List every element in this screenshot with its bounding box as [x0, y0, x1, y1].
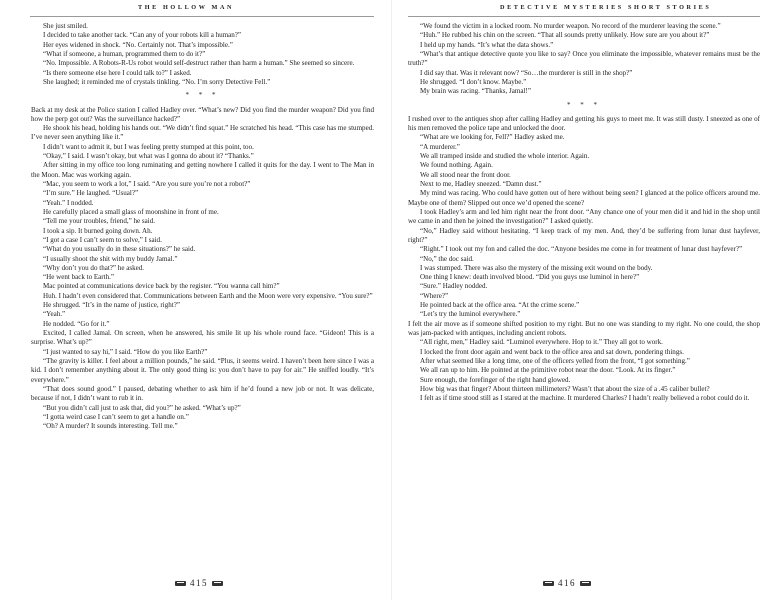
paragraph: “Right.” I took out my fon and called the doc. “Anyone besides me come in for treatment of lunar dust hayfever?”	[420, 245, 743, 254]
paragraph: We all tramped inside and studied the whole interior. Again.	[420, 152, 590, 161]
page-number: 415	[190, 578, 208, 588]
paragraph: We all stood near the front door.	[420, 170, 511, 179]
paragraph: Her eyes widened in shock. “No. Certainly not. That’s impossible.”	[43, 40, 233, 49]
paragraph: “He went back to Earth.”	[43, 273, 115, 282]
paragraph: Excited, I called Jamal. On screen, when he answered, his smile lit up his whole round face. “Gideon! This is a surprise. What’s up?”	[31, 329, 374, 347]
page-text	[408, 22, 760, 404]
paragraph: I held up my hands. “It’s what the data shows.”	[420, 40, 554, 49]
paragraph: “Huh.” He rubbed his chin on the screen. “That all sounds pretty unlikely. How sure are you about it?”	[420, 31, 710, 40]
paragraph: “Yeah.” I nodded.	[43, 198, 94, 207]
paragraph: I felt the air move as if someone shifted position to my right. But no one was standing to my right. No one could, the shop was jam-packed with antiques, including ancient robots.	[408, 319, 760, 337]
paragraph: My brain was racing. “Thanks, Jamal!”	[420, 87, 531, 96]
paragraph: She just smiled.	[43, 22, 88, 30]
paragraph: I did say that. Was it relevant now? “So…the murderer is still in the shop?”	[420, 68, 633, 77]
paragraph: “What are we looking for, Fell?” Hadley asked me.	[420, 133, 565, 142]
paragraph: “I just wanted to say hi,” I said. “How do you like Earth?”	[43, 347, 208, 356]
paragraph: “What’s that antique detective quote you like to say? Once you eliminate the impossible, whatever remains must be the truth?”	[408, 49, 760, 68]
section-separator: * * *	[185, 91, 220, 100]
paragraph: Huh. I hadn’t even considered that. Communications between Earth and the Moon were very expensive. “You sure?”	[43, 291, 373, 300]
paragraph: “That does sound good.” I paused, debating whether to ask him if he’d found a new job or not. It was delicate, because if not, I didn’t want to rub it in.	[31, 384, 374, 403]
paragraph: She laughed; it reminded me of crystals tinkling. “No. I’m sorry Detective Fell.”	[43, 77, 271, 86]
paragraph: I decided to take another tack. “Can any of your robots kill a human?”	[43, 31, 242, 40]
paragraph: One thing I knew: death involved blood. “Did you guys use luminol in here?”	[420, 273, 640, 282]
paragraph: “The gravity is killer. I feel about a million pounds,” he said. “Plus, it seems weird. I haven’t been here since I was a kid. I don’t remember anything about it. The only good thing is: you don’t have to pay for air.” He sniffed loudly. “It’s everywhere.”	[31, 356, 374, 384]
header-rule	[408, 16, 760, 17]
paragraph: “Let’s try the luminol everywhere.”	[420, 310, 521, 319]
paragraph: “Okay,” I said. I wasn’t okay, but what was I gonna do about it? “Thanks.”	[43, 152, 254, 161]
paragraph: “I’m sure.” He laughed. “Usual?”	[43, 189, 139, 198]
paragraph: He shrugged. “It’s in the name of justice, right?”	[43, 301, 180, 310]
paragraph: I took a sip. It burned going down. Ah.	[43, 226, 153, 235]
page-text	[31, 22, 374, 431]
paragraph: After sitting in my office too long ruminating and getting nowhere I called it quits for the day. I went to The Man in the Moon. Mac was working again.	[31, 161, 374, 179]
page-number: 416	[558, 578, 576, 588]
paragraph: “What if someone, a human, programmed them to do it?”	[43, 49, 206, 58]
paragraph: I took Hadley’s arm and led him right near the front door. “Any chance one of your men did it and hid in the shop until we came in and then he joined the investigation?” I asked quietly.	[408, 207, 760, 226]
paragraph: “Sure.” Hadley nodded.	[420, 282, 488, 291]
paragraph: Back at my desk at the Police station I called Hadley over. “What’s new? Did you find the murder weapon? Did you find how the perp got out? Was the surveillance hacked?”	[31, 105, 374, 123]
paragraph: I rushed over to the antiques shop after calling Hadley and getting his guys to meet me. It was still dusty. I sneezed as one of his men removed the police tape and unlocked the door.	[408, 114, 760, 133]
paragraph: After what seemed like a long time, one of the officers yelled from the front, “I got something.”	[420, 356, 690, 365]
paragraph: I was stumped. There was also the mystery of the missing exit wound on the body.	[420, 263, 653, 272]
paragraph: He shrugged. “I don’t know. Maybe.”	[420, 77, 527, 86]
paragraph: He shook his head, holding his hands out. “We didn’t find squat.” He scratched his head. “This case has me stumped. I’ve never seen anything like it.”	[31, 124, 374, 142]
paragraph: “Yeah.”	[43, 310, 66, 319]
paragraph: “But you didn’t call just to ask that, did you?” he asked. “What’s up?”	[43, 403, 241, 412]
paragraph: “What do you usually do in these situations?” he said.	[43, 245, 196, 254]
running-header	[0, 4, 392, 20]
ornament-left-icon	[175, 581, 186, 586]
paragraph: “Oh? A murder? It sounds interesting. Tell me.”	[43, 422, 178, 431]
running-header-title: DETECTIVE MYSTERIES SHORT STORIES	[500, 4, 712, 11]
paragraph: “No,” the doc said.	[420, 254, 474, 263]
ornament-right-icon	[580, 581, 591, 586]
section-separator: * * *	[567, 100, 601, 109]
paragraph: My mind was racing. Who could have gotten out of here without being seen? I glanced at the police officers around me. Maybe one of them? Slipped out once we’d opened the scene?	[408, 189, 760, 207]
paragraph: “Why don’t you do that?” he asked.	[43, 263, 145, 272]
paragraph: I felt as if time stood still as I stared at the machine. It murdered Charles? I hadn’t really believed a robot could do it.	[420, 394, 750, 403]
paragraph: “Is there someone else here I could talk to?” I asked.	[43, 68, 192, 77]
paragraph: He nodded. “Go for it.”	[43, 319, 110, 328]
paragraph: Sure enough, the forefinger of the right hand glowed.	[420, 375, 571, 384]
header-rule	[30, 16, 374, 17]
paragraph: “No. Impossible. A Robots-R-Us robot would self-destruct rather than harm a human.” She seemed so sincere.	[43, 59, 355, 68]
paragraph: I locked the front door again and went back to the office area and sat down, pondering things.	[420, 347, 684, 356]
ornament-right-icon	[212, 581, 223, 586]
paragraph: He carefully placed a small glass of moonshine in front of me.	[43, 207, 219, 216]
paragraph: We found nothing. Again.	[420, 161, 493, 170]
paragraph: I didn’t want to admit it, but I was feeling pretty stumped at this point, too.	[43, 142, 254, 151]
right-page	[392, 0, 784, 600]
paragraph: “A murderer.”	[420, 142, 460, 151]
paragraph: He pointed back at the office area. “At the crime scene.”	[420, 301, 580, 310]
paragraph: “I gotta weird case I can’t seem to get a handle on.”	[43, 412, 189, 421]
paragraph: “I usually shoot the shit with my buddy Jamal.”	[43, 254, 178, 263]
paragraph: “Where?”	[420, 291, 449, 300]
paragraph: “We found the victim in a locked room. No murder weapon. No record of the murderer leaving the scene.”	[420, 22, 721, 30]
page-footer	[543, 578, 591, 588]
page-footer	[175, 578, 223, 588]
paragraph: We all ran up to him. He pointed at the primitive robot near the door. “Look. At its finger.”	[420, 366, 676, 375]
running-header-title: THE HOLLOW MAN	[138, 4, 235, 11]
paragraph: “Mac, you seem to work a lot,” I said. “Are you sure you’re not a robot?”	[43, 180, 251, 188]
paragraph: “Tell me your troubles, friend,” he said.	[43, 217, 156, 226]
paragraph: “All right, men,” Hadley said. “Luminol everywhere. Hop to it.” They all got to work.	[420, 338, 663, 347]
ornament-left-icon	[543, 581, 554, 586]
running-header	[392, 4, 784, 20]
paragraph: “I got a case I can’t seem to solve,” I said.	[43, 235, 162, 244]
paragraph: Next to me, Hadley sneezed. “Damn dust.”	[420, 180, 542, 188]
paragraph: “No,” Hadley said without hesitating. “I keep track of my men. And, they’d be suffering from lunar dust hayfever, right?”	[408, 226, 760, 244]
paragraph: Mac pointed at communications device back by the register. “You wanna call him?”	[43, 282, 280, 291]
paragraph: How big was that finger? About thirteen millimeters? Wasn’t that about the size of a .45 caliber bullet?	[420, 384, 710, 393]
